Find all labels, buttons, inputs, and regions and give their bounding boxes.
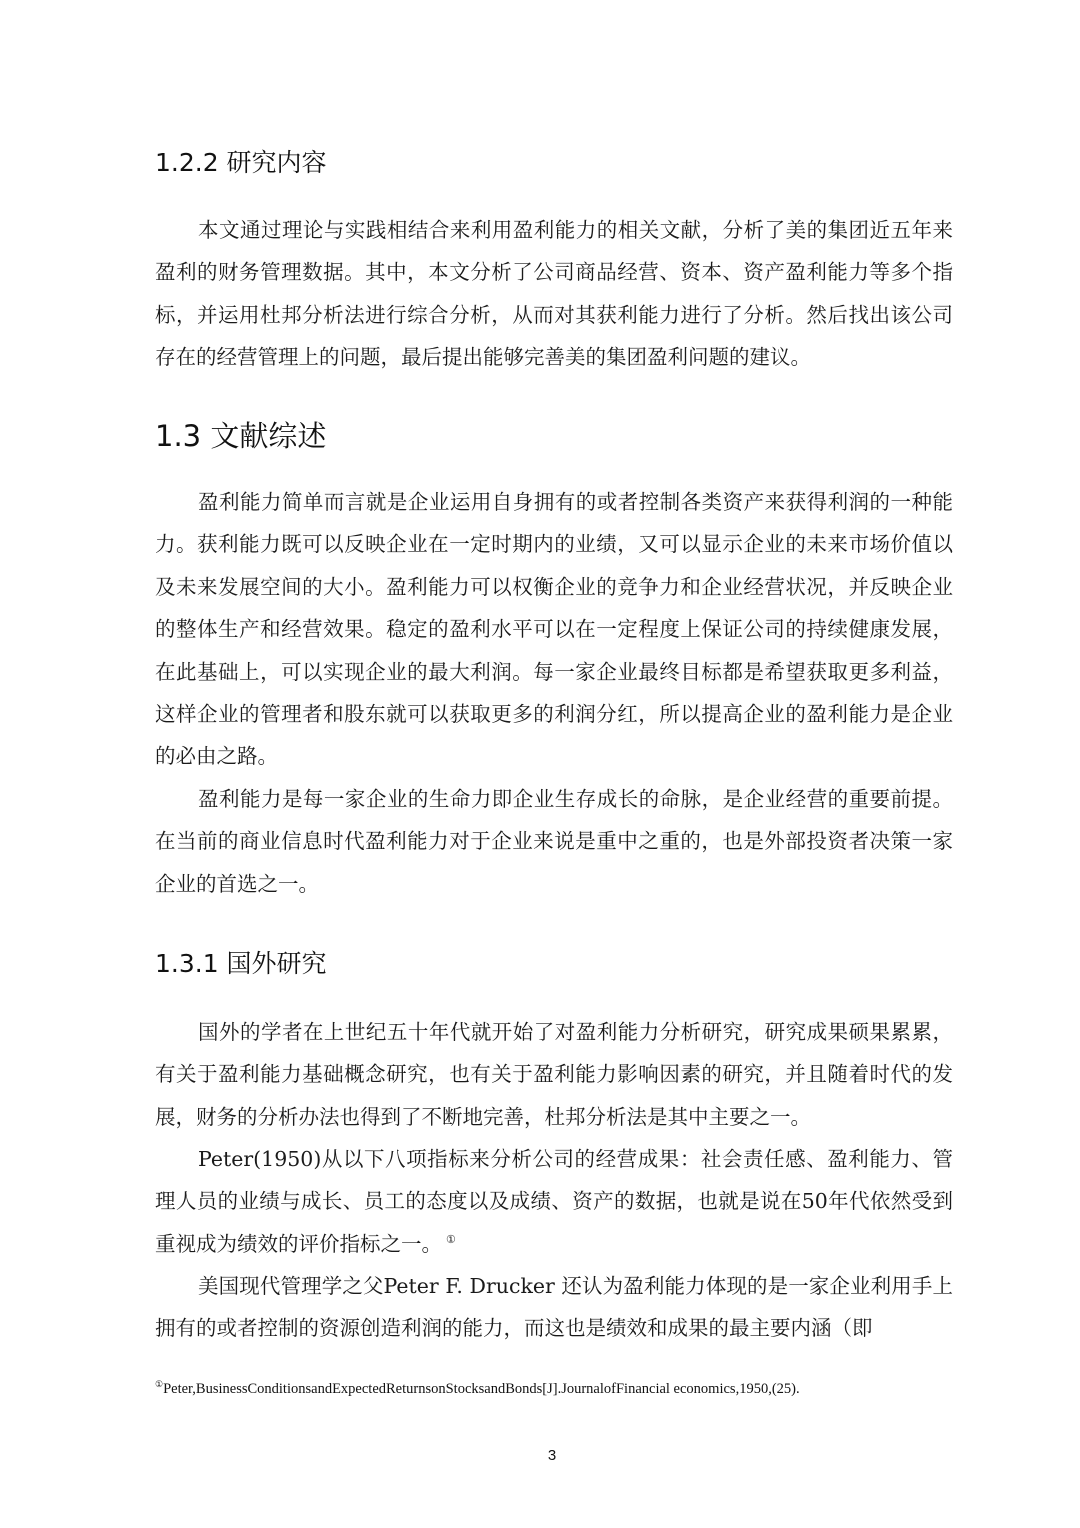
footnote-mark: ① bbox=[155, 1379, 164, 1390]
paragraph-peter-1950 bbox=[155, 1138, 953, 1265]
paragraph-drucker: 美国现代管理学之父Peter F. Drucker 还认为盈利能力体现的是一家企业利用手上拥有的或者控制的资源创造利润的能力，而这也是绩效和成果的最主要内涵（即 bbox=[155, 1274, 953, 1341]
paragraph-foreign-research: 国外的学者在上世纪五十年代就开始了对盈利能力分析研究，研究成果硕果累累，有关于盈利能力基础概念研究，也有关于盈利能力影响因素的研究，并且随着时代的发展，财务的分析办法也得到了不断地完善，杜邦分析法是其中主要之一。 bbox=[155, 1020, 953, 1129]
section-heading-1-3-1: 1.3.1 国外研究 bbox=[155, 949, 327, 978]
paragraph-profitability-importance: 盈利能力是每一家企业的生命力即企业生存成长的命脉，是企业经营的重要前提。在当前的商业信息时代盈利能力对于企业来说是重中之重的，也是外部投资者决策一家企业的首选之一。 bbox=[155, 787, 953, 896]
paragraph-profitability-definition: 盈利能力简单而言就是企业运用自身拥有的或者控制各类资产来获得利润的一种能力。获利能力既可以反映企业在一定时期内的业绩，又可以显示企业的未来市场价值以及未来发展空间的大小。盈利能力可以权衡企业的竞争力和企业经营状况，并反映企业的整体生产和经营效果。稳定的盈利水平可以在一定程度上保证公司的持续健康发展，在此基础上，可以实现企业的最大利润。每一家企业最终目标都是希望获取更多利益，这样企业的管理者和股东就可以获取更多的利润分红，所以提高企业的盈利能力是企业的必由之路。 bbox=[155, 490, 953, 769]
footnote-reference-mark[interactable]: ① bbox=[446, 1232, 456, 1246]
paragraph-research-content: 本文通过理论与实践相结合来利用盈利能力的相关文献，分析了美的集团近五年来盈利的财务管理数据。其中，本文分析了公司商品经营、资本、资产盈利能力等多个指标，并运用杜邦分析法进行综合分析，从而对其获利能力进行了分析。然后找出该公司存在的经营管理上的问题，最后提出能够完善美的集团盈利问题的建议。 bbox=[155, 218, 953, 370]
paragraph-peter-1950-text: Peter(1950)从以下八项指标来分析公司的经营成果：社会责任感、盈利能力、管理人员的业绩与成长、员工的态度以及成绩、资产的数据，也就是说在50年代依然受到重视成为绩效的评价指标之一。 bbox=[155, 1147, 953, 1256]
footnote bbox=[155, 1381, 800, 1398]
section-heading-1-2-2: 1.2.2 研究内容 bbox=[155, 148, 327, 177]
page-number: 3 bbox=[547, 1447, 557, 1464]
section-heading-1-3: 1.3 文献综述 bbox=[155, 419, 327, 453]
footnote-text: Peter,BusinessConditionsandExpectedReturnsonStocksandBonds[J].JournalofFinancial economics,1950,(25). bbox=[163, 1381, 800, 1397]
